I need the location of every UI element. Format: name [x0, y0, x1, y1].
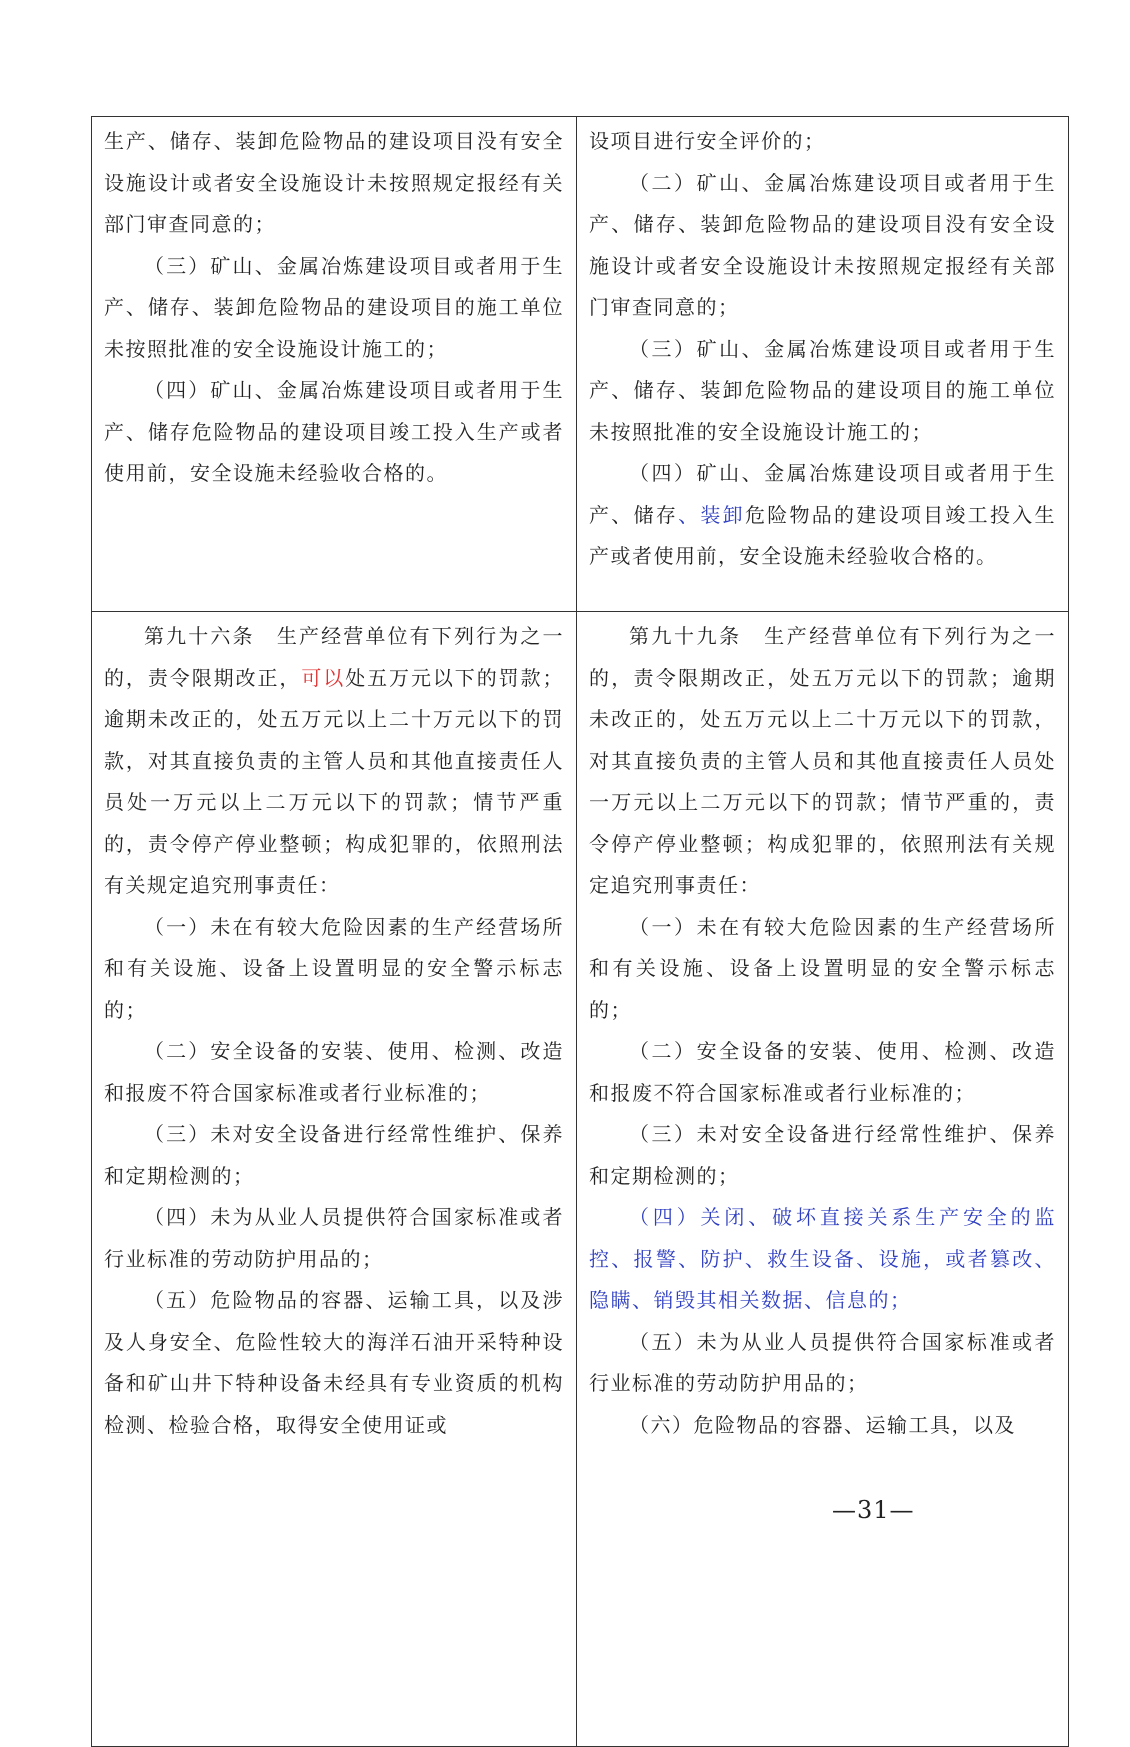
added-text-highlight: 、装卸: [678, 502, 745, 527]
paragraph: （四）矿山、金属冶炼建设项目或者用于生产、储存危险物品的建设项目竣工投入生产或者使用前，安全设施未经验收合格的。: [104, 378, 564, 485]
paragraph: （一）未在有较大危险因素的生产经营场所和有关设施、设备上设置明显的安全警示标志的；: [104, 914, 564, 1022]
table-row: [92, 117, 1069, 612]
paragraph: （二）安全设备的安装、使用、检测、改造和报废不符合国家标准或者行业标准的；: [589, 1039, 1056, 1105]
right-cell-new-text: [577, 612, 1069, 1747]
paragraph: （六）危险物品的容器、运输工具，以及: [629, 1412, 1016, 1437]
paragraph: 生产、储存、装卸危险物品的建设项目没有安全设施设计或者安全设施设计未按照规定报经有关部门审查同意的；: [104, 129, 564, 236]
paragraph-text: 处五万元以下的罚款；逾期未改正的，处五万元以上二十万元以下的罚款，对其直接负责的主管人员和其他直接责任人员处一万元以上二万元以下的罚款；情节严重的，责令停产停业整顿；构成犯罪的，依照刑法有关规定追究刑事责任：: [104, 665, 564, 897]
paragraph: （二）安全设备的安装、使用、检测、改造和报废不符合国家标准或者行业标准的；: [104, 1039, 564, 1105]
comparison-table: [91, 116, 1069, 1747]
paragraph: （二）矿山、金属冶炼建设项目或者用于生产、储存、装卸危险物品的建设项目没有安全设施设计或者安全设施设计未按照规定报经有关部门审查同意的；: [589, 170, 1056, 319]
paragraph: （一）未在有较大危险因素的生产经营场所和有关设施、设备上设置明显的安全警示标志的；: [589, 914, 1056, 1022]
paragraph: （五）未为从业人员提供符合国家标准或者行业标准的劳动防护用品的；: [589, 1329, 1056, 1395]
paragraph-text: 危险物品的建设项目竣工投入生产或者使用前，安全设施未经验收合格的。: [589, 502, 1057, 568]
paragraph-text: 第九十六条 生产经营单位有下列行为之一的，责令限期改正，: [104, 624, 564, 690]
paragraph-text: （四）矿山、金属冶炼建设项目或者用于生产、储存: [589, 461, 1056, 527]
page-number: —31—: [832, 1496, 915, 1524]
paragraph: （三）矿山、金属冶炼建设项目或者用于生产、储存、装卸危险物品的建设项目的施工单位未按照批准的安全设施设计施工的；: [589, 336, 1056, 444]
right-cell-new-text: [577, 117, 1069, 612]
paragraph: 设项目进行安全评价的；: [589, 129, 826, 153]
cell-content: [589, 616, 1056, 1742]
table-row: [92, 612, 1069, 1747]
paragraph: （三）未对安全设备进行经常性维护、保养和定期检测的；: [589, 1122, 1056, 1188]
left-cell-old-text: [92, 612, 577, 1747]
added-paragraph: （四）关闭、破坏直接关系生产安全的监控、报警、防护、救生设备、设施，或者篡改、隐瞒、销毁其相关数据、信息的；: [589, 1205, 1056, 1312]
article-paragraph: [104, 616, 564, 907]
cell-content: [104, 616, 564, 1742]
paragraph: [589, 453, 1056, 578]
article-paragraph: 第九十九条 生产经营单位有下列行为之一的，责令限期改正，处五万元以下的罚款；逾期未改正的，处五万元以上二十万元以下的罚款，对其直接负责的主管人员和其他直接责任人员处一万元以上二万元以下的罚款；情节严重的，责令停产停业整顿；构成犯罪的，依照刑法有关规定追究刑事责任：: [589, 624, 1056, 897]
paragraph: （三）未对安全设备进行经常性维护、保养和定期检测的；: [104, 1122, 564, 1188]
paragraph: （三）矿山、金属冶炼建设项目或者用于生产、储存、装卸危险物品的建设项目的施工单位未按照批准的安全设施设计施工的；: [104, 253, 564, 361]
left-cell-old-text: [92, 117, 577, 612]
deleted-text-highlight: 可以: [301, 665, 346, 690]
paragraph: （四）未为从业人员提供符合国家标准或者行业标准的劳动防护用品的；: [104, 1205, 564, 1271]
paragraph: （五）危险物品的容器、运输工具，以及涉及人身安全、危险性较大的海洋石油开采特种设备和矿山井下特种设备未经具有专业资质的机构检测、检验合格，取得安全使用证或: [104, 1288, 564, 1437]
